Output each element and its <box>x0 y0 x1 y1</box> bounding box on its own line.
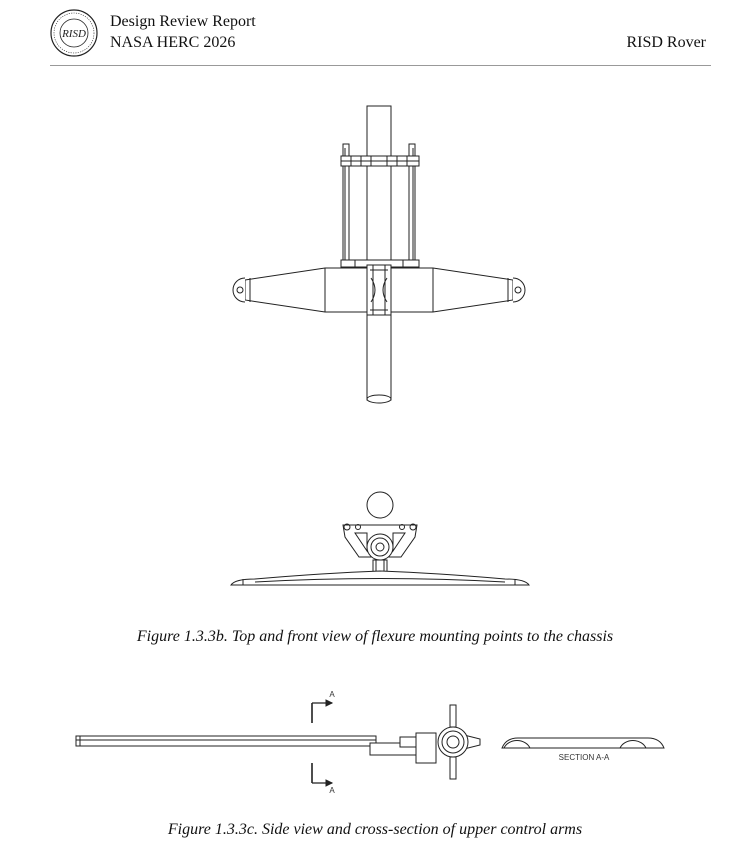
report-subtitle: NASA HERC 2026 <box>110 34 236 51</box>
cross-section-drawing <box>498 728 670 768</box>
report-title: Design Review Report <box>110 13 256 30</box>
section-label: SECTION A-A <box>558 753 610 762</box>
front-view-drawing <box>225 485 535 595</box>
top-view-drawing <box>225 100 535 410</box>
figure-caption-b: Figure 1.3.3b. Top and front view of flexure mounting points to the chassis <box>136 628 614 645</box>
section-marker-bottom: A <box>329 786 335 795</box>
figure-caption-c: Figure 1.3.3c. Side view and cross-section of upper control arms <box>167 821 583 838</box>
risd-seal-logo <box>50 9 98 57</box>
team-name: RISD Rover <box>626 34 706 51</box>
logo-text: RISD <box>62 28 86 40</box>
section-marker-top: A <box>329 690 335 699</box>
header-divider <box>50 65 711 66</box>
side-view-drawing <box>70 685 490 795</box>
